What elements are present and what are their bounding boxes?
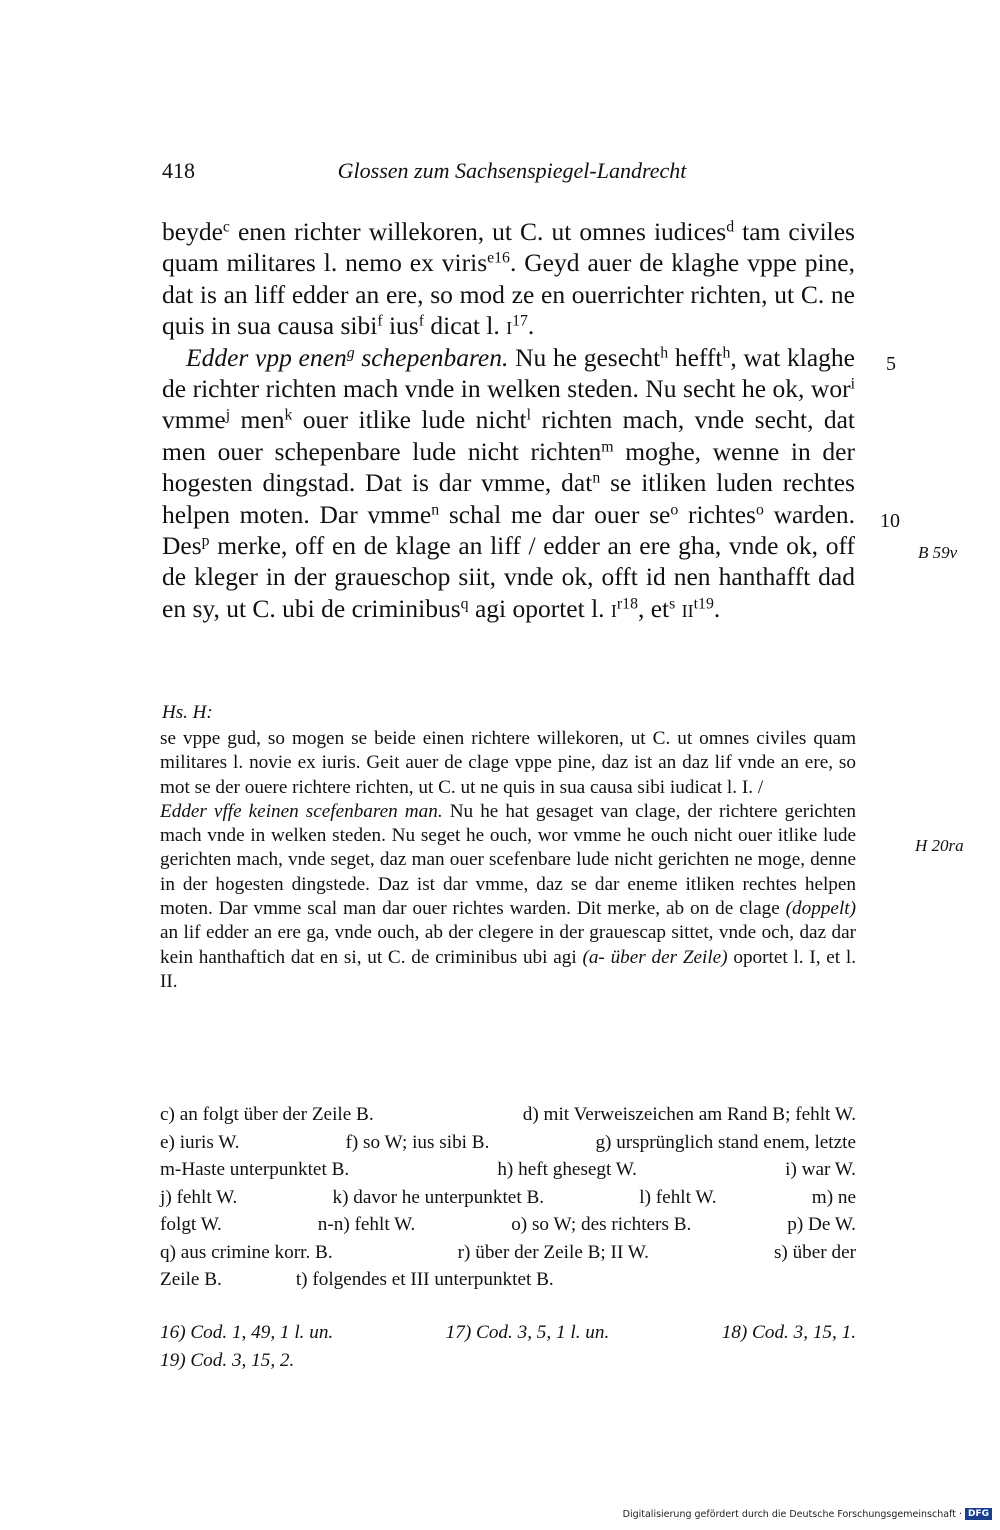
note: folgt W. xyxy=(160,1214,222,1235)
note-line xyxy=(160,1266,856,1294)
variant-heading: Hs. H: xyxy=(162,702,213,723)
footer-text: Digitalisierung gefördert durch die Deutsche Forschungsgemeinschaft · xyxy=(622,1508,962,1520)
note: l) fehlt W. xyxy=(639,1186,717,1208)
variant-paragraph-1: se vppe gud, so mogen se beide einen richtere willekoren, ut C. ut omnes civiles quam militares l. novie ex iuris. Geit auer de clage vppe pine, daz ist an daz lif vnde an ere, so mot se der ouere richtere richten, ut C. ut ne quis in sua causa sibi iudicat l. I. / xyxy=(160,728,856,798)
editorial-note-1: (doppelt) xyxy=(785,898,857,920)
digitization-footer xyxy=(623,1508,992,1520)
dfg-logo: DFG xyxy=(965,1508,992,1520)
note: j) fehlt W. xyxy=(160,1186,238,1208)
note: q) aus crimine korr. B. xyxy=(160,1241,333,1263)
apparatus-notes xyxy=(160,1101,856,1294)
variant-paragraph-2 xyxy=(160,800,856,994)
line-number-5: 5 xyxy=(886,353,896,375)
variant-text-c: oportet l. I, et l. II. xyxy=(160,946,857,992)
note-line xyxy=(160,1101,856,1129)
note: d) mit Verweiszeichen am Rand B; fehlt W. xyxy=(522,1104,856,1125)
citation: 19) Cod. 3, 15, 2. xyxy=(160,1349,295,1371)
note: n-n) fehlt W. xyxy=(317,1214,416,1235)
note: g) ursprünglich stand enem, letzte xyxy=(595,1131,856,1153)
note-line xyxy=(160,1211,856,1239)
margin-ref-b59v: B 59v xyxy=(918,543,958,562)
page-number: 418 xyxy=(162,158,195,183)
note: m) ne xyxy=(811,1186,856,1208)
citation: 17) Cod. 3, 5, 1 l. un. xyxy=(445,1322,610,1343)
note: Zeile B. xyxy=(160,1269,222,1290)
note: i) war W. xyxy=(785,1159,856,1180)
variant-lemma: Edder vffe keinen scefenbaren man. xyxy=(160,800,443,822)
note: c) an folgt über der Zeile B. xyxy=(160,1104,374,1125)
variant-text-b: an lif edder an ere ga, vnde ouch, ab der clegere in der grauescap sittet, vnde och, daz dar kein hanthaftich dat en si, ut C. de criminibus ubi agi xyxy=(160,922,856,968)
source-citations xyxy=(160,1319,856,1374)
note-line xyxy=(160,1184,856,1212)
note: m-Haste unterpunktet B. xyxy=(160,1159,350,1180)
note: h) heft ghesegt W. xyxy=(497,1159,637,1180)
citation-line xyxy=(160,1347,856,1375)
line-number-10: 10 xyxy=(880,510,900,532)
note-line xyxy=(160,1129,856,1157)
variant-text-a: Nu he hat gesaget van clage, der richtere gerichten mach vnde in welken steden. Nu seget he ouch, wor vmme he ouch nicht ouer itlike lude gerichten mach, vnde seget, daz man ouer scefenbare lude nicht gerichten ne moge, denne in der hogesten dingstede. Daz ist dar vmme, daz se dar eneme itliken rechtes helpen moten. Dar vmme scal man dar ouer richtes warden. Dit merke, ab on de clage xyxy=(160,800,856,920)
margin-ref-h20ra: H 20ra xyxy=(915,836,964,855)
note: e) iuris W. xyxy=(160,1131,240,1153)
main-text xyxy=(162,216,855,624)
note: s) über der xyxy=(773,1241,856,1263)
running-title: Glossen zum Sachsenspiegel-Landrecht xyxy=(337,158,687,183)
citation: 18) Cod. 3, 15, 1. xyxy=(721,1322,856,1343)
main-paragraph-1: beyde$^c$ enen richter willekoren, ut C. ut omnes iudices$^d$ tam civiles quam militares l. nemo ex viris$^{e16}$. Geyd auer de klaghe vppe pine, dat is an liff edder an ere, so mod ze en ouerrichter richten, ut C. ne quis in sua causa sibi$^f$ ius$^f$ dicat l. $i^{17}$. xyxy=(162,217,855,341)
variant-text xyxy=(160,727,856,994)
note: f) so W; ius sibi B. xyxy=(345,1131,490,1153)
citation-line xyxy=(160,1319,856,1347)
main-paragraph-2: Edder vpp enen$^g$ schepenbaren. Nu he gesecht$^h$ hefft$^h$, wat klaghe de richter richten mach vnde in welken steden. Nu secht he ok, wor$^i$ vmme$^j$ men$^k$ ouer itlike lude nicht$^l$ richten mach, vnde secht, dat men ouer schepenbare lude nicht richten$^m$ moghe, wenne in der hogesten dingstad. Dat is dar vmme, dat$^n$ se itliken luden rechtes helpen moten. Dar vmme$^n$ schal me dar ouer $se^o$ richtes$^o$ warden. Des$^p$ merke, off en de klage an liff / edder an ere gha, vnde ok, off de kleger in der graueschop siit, vnde ok, offt id nen hanthafft dad en sy, ut C. ubi de criminibus$^q$ agi oportet l. $i^{r18}$, $et^s$ $ii^{t19}$. xyxy=(162,342,856,623)
note: k) davor he unterpunktet B. xyxy=(332,1186,545,1208)
citation: 16) Cod. 1, 49, 1 l. un. xyxy=(160,1322,334,1343)
note-line xyxy=(160,1156,856,1184)
editorial-note-2: (a- über der Zeile) xyxy=(582,946,728,968)
note: t) folgendes et III unterpunktet B. xyxy=(295,1269,554,1290)
note: r) über der Zeile B; II W. xyxy=(457,1241,649,1263)
note: p) De W. xyxy=(787,1214,856,1235)
note-line xyxy=(160,1239,856,1267)
note: o) so W; des richters B. xyxy=(511,1214,692,1235)
page-header xyxy=(162,158,862,188)
